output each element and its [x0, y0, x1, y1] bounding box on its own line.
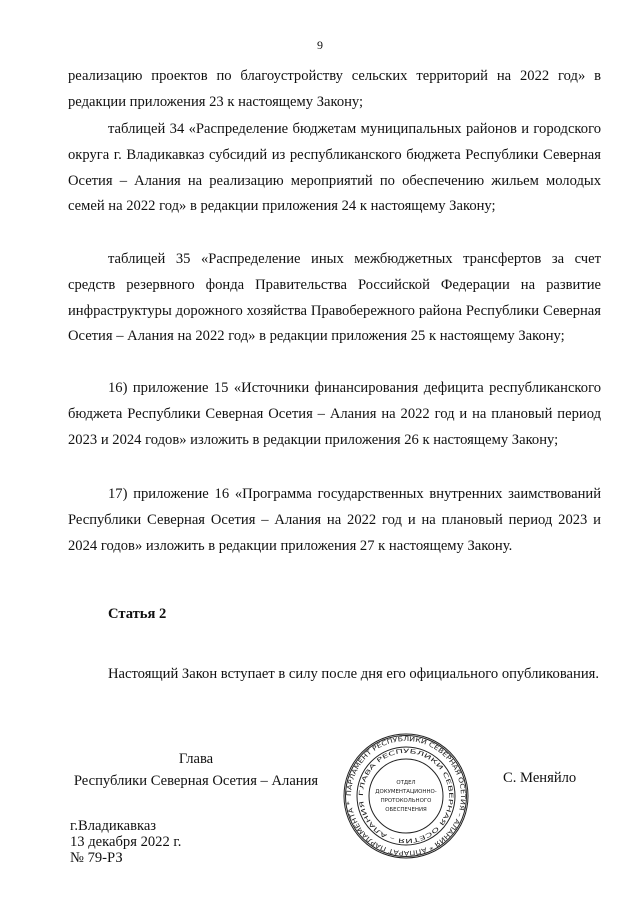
place-city: г.Владикавказ — [70, 818, 157, 834]
article-heading: Статья 2 — [108, 606, 167, 622]
paragraph-5: 17) приложение 16 «Программа государственных внутренних заимствований Республики Северная Осетия – Алания на 2022 год и на плановый период 2023 и 2024 годов» изложить в редакции приложения 27 к настоящему Закону. — [68, 486, 601, 554]
seal-center-line4: ОБЕСПЕЧЕНИЯ — [385, 807, 427, 813]
signer-title — [66, 748, 326, 792]
law-number: № 79-РЗ — [70, 850, 123, 866]
paragraph-3: таблицей 35 «Распределение иных межбюджетных трансфертов за счет средств резервного фонда Правительства Российской Федерации на развитие инфраструктуры дорожного хозяйства Правобережного района Республики Северная Осетия – Алания на 2022 год» в редакции приложения 25 к настоящему Закону; — [68, 251, 601, 345]
page-number: 9 — [317, 38, 323, 52]
seal-center-line1: ОТДЕЛ — [396, 780, 416, 786]
signer-title-line1: Глава — [178, 751, 214, 767]
article-text: Настоящий Закон вступает в силу после дня его официального опубликования. — [108, 666, 599, 682]
signer-title-line2: Республики Северная Осетия – Алания — [73, 773, 319, 789]
date: 13 декабря 2022 г. — [70, 834, 182, 850]
seal-inner-text: ГЛАВА РЕСПУБЛИКИ СЕВЕРНАЯ ОСЕТИЯ – АЛАНИЯ — [358, 748, 454, 844]
place-date-block — [70, 818, 181, 866]
svg-text:ГЛАВА РЕСПУБЛИКИ СЕВЕРНАЯ ОСЕТ — [359, 749, 453, 843]
paragraph-4: 16) приложение 15 «Источники финансирования дефицита республиканского бюджета Республики Северная Осетия – Алания на 2022 год и на плановый период 2023 и 2024 годов» изложить в редакции приложения 26 к настоящему Закону; — [68, 380, 601, 448]
seal-center-line3: ПРОТОКОЛЬНОГО — [380, 798, 432, 804]
paragraph-1: реализацию проектов по благоустройству сельских территорий на 2022 год» в редакции приложения 23 к настоящему Закону; — [68, 68, 601, 110]
seal-center-line2: ДОКУМЕНТАЦИОННО- — [375, 789, 437, 795]
official-seal — [342, 732, 470, 860]
paragraph-2: таблицей 34 «Распределение бюджетам муниципальных районов и городского округа г. Владикавказ субсидий из республиканского бюджета Республики Северная Осетия – Алания на реализацию мероприятий по обеспечению жильем молодых семей на 2022 год» в редакции приложения 24 к настоящему Закону; — [68, 121, 601, 215]
seal-outer-text: ПАРЛАМЕНТ РЕСПУБЛИКИ СЕВЕРНАЯ ОСЕТИЯ – АЛАНИЯ * АППАРАТ ПАРЛАМЕНТА * — [345, 735, 467, 857]
signer-name: С. Меняйло — [503, 770, 577, 786]
